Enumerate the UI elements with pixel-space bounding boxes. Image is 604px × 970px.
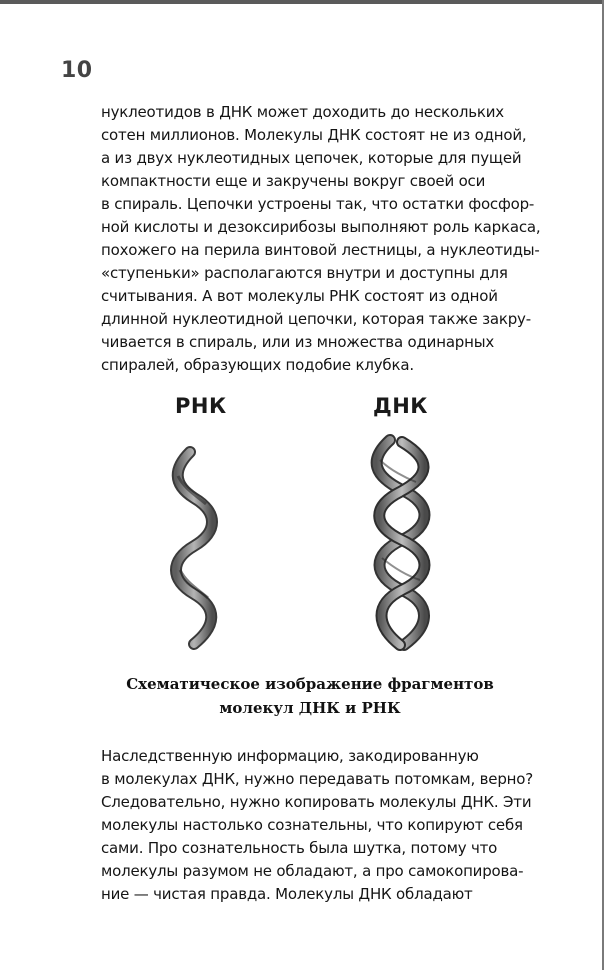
text-line: спиралей, образующих подобие клубка. [101, 356, 414, 374]
text-line: «ступеньки» располагаются внутри и доступны для [101, 264, 508, 282]
figure-caption [60, 672, 560, 720]
text-line: длинной нуклеотидной цепочки, которая также закру- [101, 310, 531, 328]
text-line: Наследственную информацию, закодированную [101, 747, 479, 765]
text-line: Следовательно, нужно копировать молекулы ДНК. Эти [101, 793, 532, 811]
text-line: считывания. А вот молекулы РНК состоят из одной [101, 287, 498, 305]
text-line: чивается в спираль, или из множества одинарных [101, 333, 495, 351]
text-line: нуклеотидов в ДНК может доходить до нескольких [101, 103, 504, 121]
text-line: в молекулах ДНК, нужно передавать потомкам, верно? [101, 770, 533, 788]
page-top-border [0, 0, 604, 4]
paragraph-2 [101, 745, 541, 906]
dna-label: ДНК [373, 394, 428, 418]
paragraph-1 [101, 101, 541, 377]
text-line: молекулы разумом не обладают, а про самокопирова- [101, 862, 524, 880]
caption-line: Схематическое изображение фрагментов [126, 675, 494, 693]
dna-helix-icon [350, 430, 460, 655]
text-line: в спираль. Цепочки устроены так, что остатки фосфор- [101, 195, 535, 213]
page-number: 10 [61, 58, 93, 83]
text-line: похожего на перила винтовой лестницы, а нуклеотиды- [101, 241, 540, 259]
rna-helix-icon [150, 440, 240, 655]
text-line: сотен миллионов. Молекулы ДНК состоят не из одной, [101, 126, 527, 144]
text-line: молекулы настолько сознательны, что копируют себя [101, 816, 523, 834]
text-line: сами. Про сознательность была шутка, потому что [101, 839, 498, 857]
text-line: ние — чистая правда. Молекулы ДНК обладают [101, 885, 473, 903]
caption-line: молекул ДНК и РНК [219, 699, 401, 717]
text-line: а из двух нуклеотидных цепочек, которые для пущей [101, 149, 522, 167]
text-line: ной кислоты и дезоксирибозы выполняют роль каркаса, [101, 218, 541, 236]
text-line: компактности еще и закручены вокруг своей оси [101, 172, 486, 190]
rna-label: РНК [175, 394, 227, 418]
